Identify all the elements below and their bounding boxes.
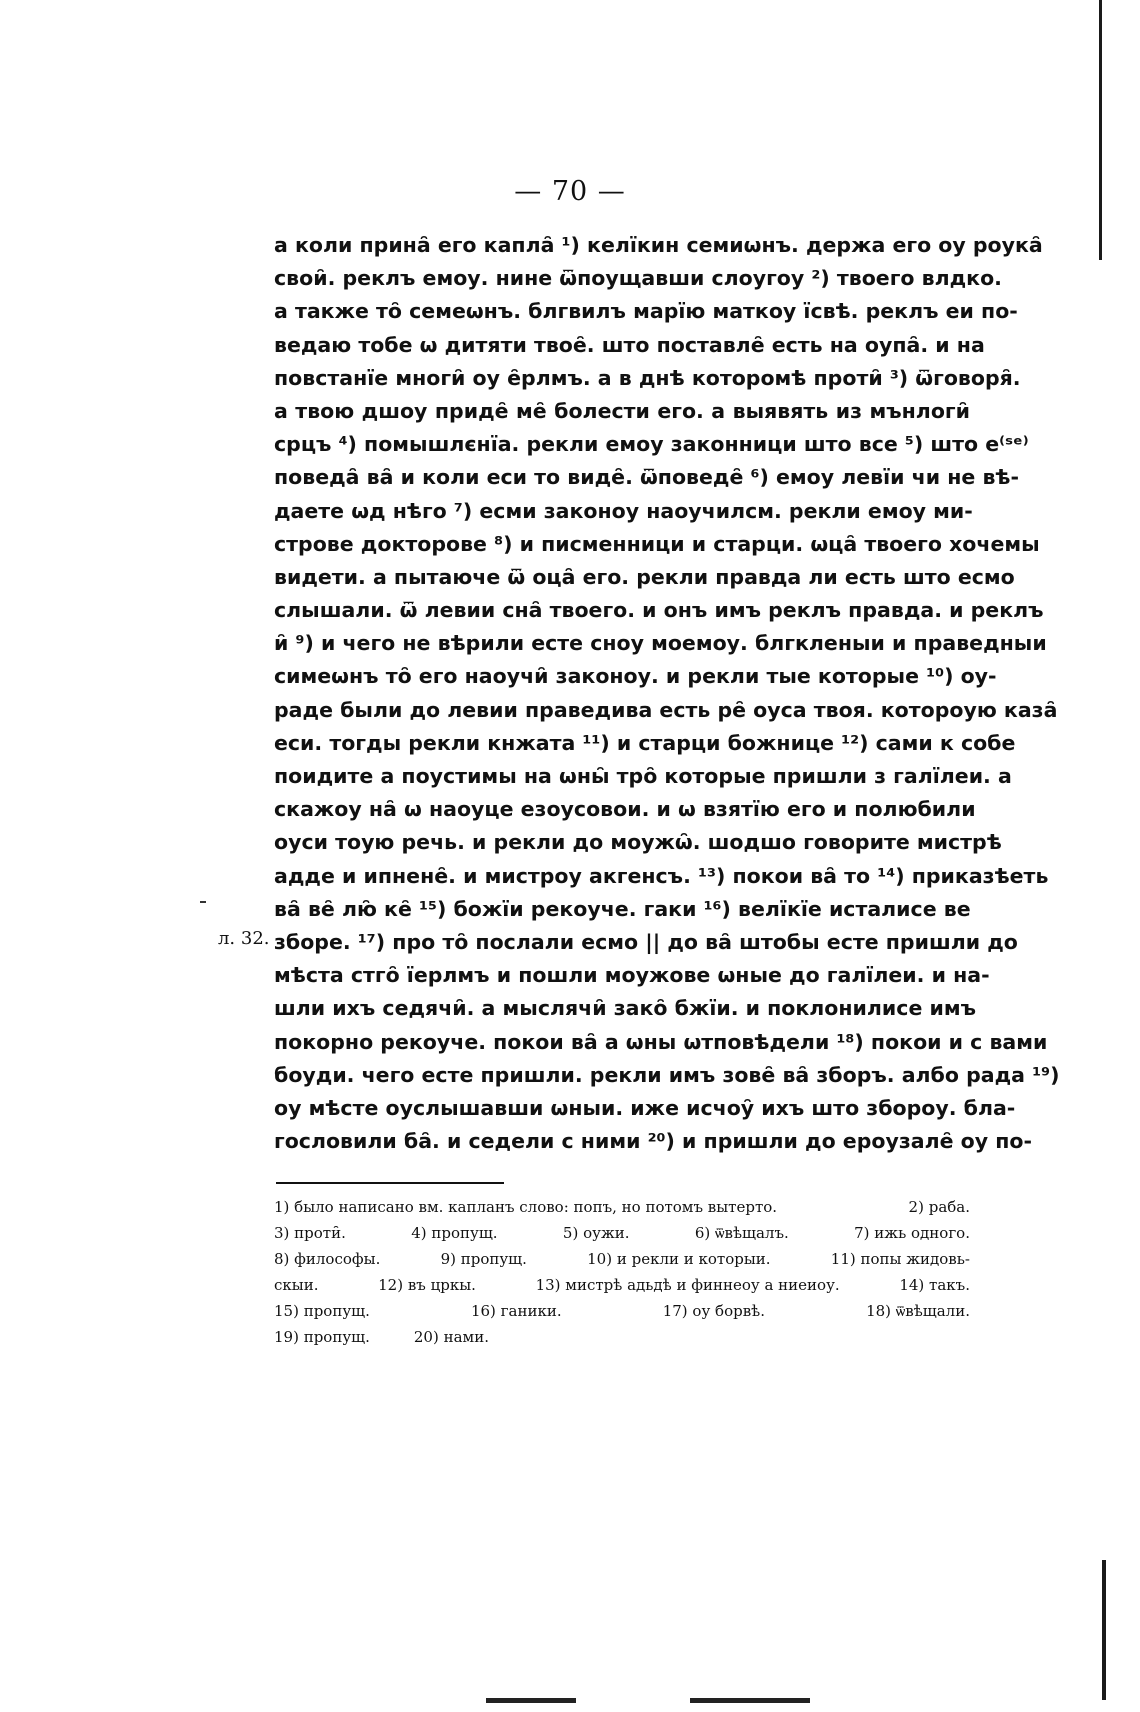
footnote-entry: 10) и рекли и которыи.	[587, 1250, 771, 1268]
footnote-entry: 15) пропущ.	[274, 1302, 370, 1320]
text-line: гословили ба̑. и седели с ними ²⁰) и пришли до ероузале̑ оу по-	[274, 1129, 1032, 1154]
page-number: — 70 —	[514, 176, 626, 207]
footnote-line	[274, 1220, 970, 1246]
footnote-entry: 8) философы.	[274, 1250, 381, 1268]
footnote-entry: 17) оу борвѣ.	[662, 1302, 765, 1320]
text-line: еси. тогды рекли кнжата ¹¹) и старци божнице ¹²) сами к собе	[274, 730, 1016, 755]
footnote-line	[274, 1246, 970, 1272]
scan-binding-edge-bottom	[1102, 1560, 1106, 1700]
main-text-block	[274, 229, 1060, 1158]
footnote-entry: 11) попы жидовь-	[830, 1250, 970, 1268]
footnote-entry: 18) ѿвѣщали.	[866, 1302, 970, 1320]
footnote-entry: 5) оужи.	[562, 1224, 630, 1242]
text-line: оу мѣсте оуслышавши ѡныи. иже исчоу̑ ихъ што збороу. бла-	[274, 1095, 1016, 1120]
text-line: и̑ ⁹) и чего не вѣрили есте сноу моемоу. блгкленыи и праведныи	[274, 631, 1047, 656]
text-line: поведа̑ ва̑ и коли еси то виде̑. ѿповеде̑ ⁶) емоу левїи чи не вѣ-	[274, 465, 1020, 490]
text-line: строве докторове ⁸) и писменници и старци. ѡца̑ твоего хочемы	[274, 531, 1040, 556]
text-line: свои̑. реклъ емоу. нине ѿпоущавши слоугоу ²) твоего влдко.	[274, 266, 1002, 291]
scan-artifact	[486, 1698, 576, 1703]
folio-margin-note: л. 32.	[218, 928, 270, 949]
footnote-entry: 2) раба.	[908, 1198, 970, 1216]
footnote-entry: 4) пропущ.	[411, 1224, 498, 1242]
text-line: ва̑ ве̑ лю̑ ке̑ ¹⁵) божїи рекоуче. гаки ¹⁶) велїкїе исталисе ве	[274, 896, 971, 921]
footnote-entry: скыи.	[274, 1276, 319, 1294]
footnotes-block	[274, 1194, 970, 1350]
text-line: мѣста стго̑ їерлмъ и пошли моужове ѡные до галїлеи. и на-	[274, 963, 990, 988]
footnote-separator	[276, 1182, 504, 1184]
text-line: срцъ ⁴) помышлєнїа. рекли емоу законници што все ⁵) што е⁽ˢᵉ⁾	[274, 432, 1029, 457]
scan-artifact	[690, 1698, 810, 1703]
text-line: а коли прина̑ его капла̑ ¹) келїкин семиѡнъ. держа его оу роука̑	[274, 233, 1043, 257]
footnote-entry: 9) пропущ.	[440, 1250, 527, 1268]
text-line: видети. а пытаюче ѿ оца̑ его. рекли правда ли есть што есмо	[274, 564, 1015, 589]
text-line: а также то̑ семеѡнъ. блгвилъ марїю маткоу їсвѣ. реклъ еи по-	[274, 299, 1018, 324]
footnote-entry: 12) въ цркы.	[378, 1276, 476, 1294]
text-line: поидите а поустимы на ѡны̑ тро̑ которые пришли з галїлеи. а	[274, 764, 1012, 788]
text-line: слышали. ѿ левии сна̑ твоего. и онъ имъ реклъ правда. и реклъ	[274, 598, 1044, 623]
text-line: шли ихъ седячи̑. а мыслячи̑ зако̑ бжїи. и поклонилисе имъ	[274, 996, 977, 1021]
text-line: скажоу на̑ ѡ наоуце езоусовои. и ѡ взятїю его и полюбили	[274, 797, 976, 822]
text-line: боуди. чего есте пришли. рекли имъ зове̑ ва̑ зборъ. албо рада ¹⁹)	[274, 1062, 1060, 1087]
text-line: симеѡнъ то̑ его наоучи̑ законоу. и рекли тые которые ¹⁰) оу-	[274, 664, 997, 689]
footnote-line	[274, 1272, 970, 1298]
footnote-entry: 6) ѿвѣщалъ.	[694, 1224, 789, 1242]
scan-binding-edge-top	[1099, 0, 1102, 260]
text-line: повстанїе многи̑ оу е̑рлмъ. а в днѣ которомѣ проти̑ ³) ѿговоря̑.	[274, 365, 1021, 390]
text-line: а твою дшоу приде̑ ме̑ болести его. а выявять из мънлоги̑	[274, 398, 970, 423]
footnote-entry: 3) проти̑.	[274, 1224, 346, 1242]
text-line: адде и ипнене̑. и мистроу акгенсъ. ¹³) покои ва̑ то ¹⁴) приказѣеть	[274, 863, 1049, 888]
text-line: зборе. ¹⁷) про то̑ послали есмо || до ва̑ штобы есте пришли до	[274, 929, 1018, 954]
footnote-entry: 20) нами.	[413, 1328, 489, 1346]
footnote-entry: 7) ижь одного.	[854, 1224, 970, 1242]
footnote-line	[274, 1324, 970, 1350]
text-line: раде были до левии праведива есть ре̑ оуса твоя. котороую каза̑	[274, 697, 1058, 722]
footnote-entry: 19) пропущ.	[274, 1328, 370, 1346]
footnote-line	[274, 1194, 970, 1220]
text-line: ведаю тобе ѡ дитяти твое̑. што поставле̑ есть на оупа̑. и на	[274, 332, 985, 357]
footnote-entry: 14) такъ.	[899, 1276, 970, 1294]
footnote-entry: 16) ганики.	[470, 1302, 562, 1320]
margin-tick	[200, 901, 206, 903]
footnote-line	[274, 1298, 970, 1324]
text-line: покорно рекоуче. покои ва̑ а ѡны ѡтповѣдели ¹⁸) покои и с вами	[274, 1029, 1048, 1054]
text-line: даете ѡд нѣго ⁷) есми законоу наоучилсм. рекли емоу ми-	[274, 498, 973, 523]
footnote-entry: 13) мистрѣ адьдѣ и финнеоу а ниеиоу.	[535, 1276, 840, 1294]
footnote-entry: 1) было написано вм. капланъ слово: попъ, но потомъ вытерто.	[274, 1198, 778, 1216]
text-line: оуси тоую речь. и рекли до моужѡ̑. шодшо говорите мистрѣ	[274, 830, 1002, 855]
